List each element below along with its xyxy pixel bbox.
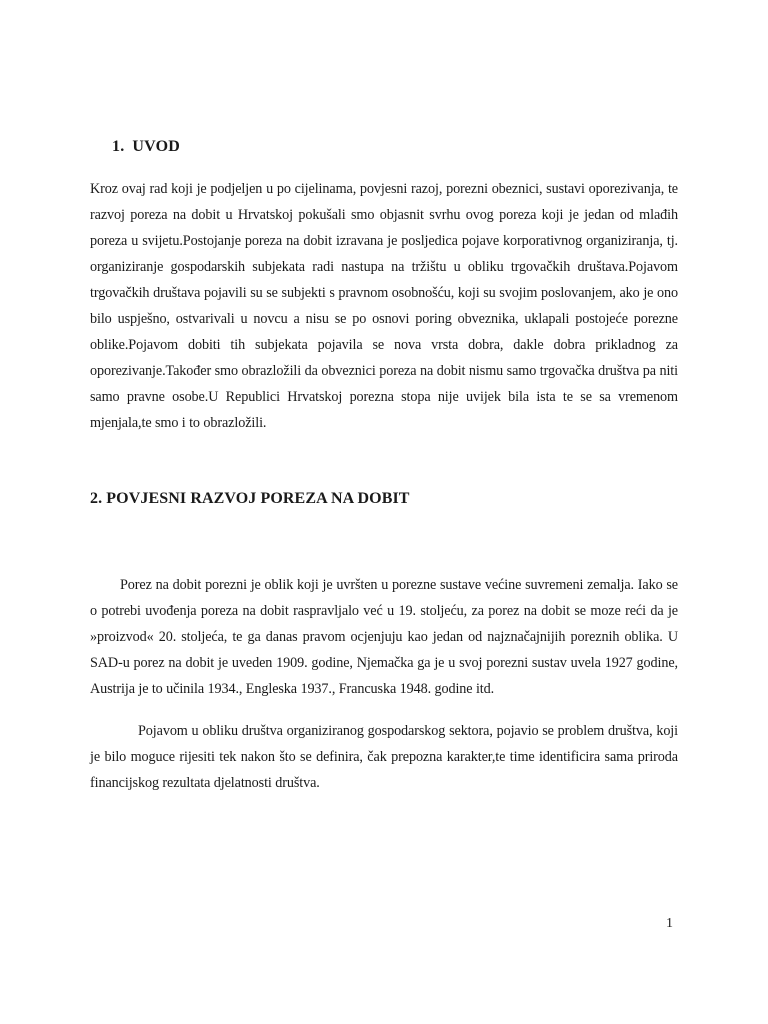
section-number: 1. — [112, 138, 125, 155]
section-title: UVOD — [132, 138, 180, 155]
page-number: 1 — [666, 916, 673, 931]
section-heading-povjesni-razvoj: 2. POVJESNI RAZVOJ POREZA NA DOBIT — [90, 490, 410, 507]
intro-paragraph: Kroz ovaj rad koji je podjeljen u po cijelinama, povjesni razoj, porezni obeznici, sustavi oporezivanja, te razvoj poreza na dobit u Hrvatskoj pokušali smo objasnit svrhu ovog poreza koji je jedan od mlađih poreza u svijetu.Postojanje poreza na dobit izravana je posljedica pojave korporativnog organiziranja, tj. organiziranje gospodarskih subjekata radi nastupa na tržištu u obliku trgovačkih društava.Pojavom trgovačkih društava pojavili su se subjekti s pravnom osobnošću, koji su svojim poslovanjem, ako je ono bilo uspješno, ostvarivali u novcu a nisu se po osnovi poring obveznika, uklapali postojeće porezne oblike.Pojavom dobiti tih subjekata pojavila se nova vrsta dobra, dakle dobra prikladnog za oporezivanje.Također smo obrazložili da obveznici poreza na dobit nismu samo trgovačka društva pa niti samo pravne osobe.U Republici Hrvatskoj porezna stopa nije uvijek bila ista te se sa vremenom mjenjala,te smo i to obrazložili. — [90, 181, 678, 431]
history-paragraph-1: Porez na dobit porezni je oblik koji je uvršten u porezne sustave većine suvremeni zemalja. Iako se o potrebi uvođenja poreza na dobit raspravljalo već u 19. stoljeću, za porez na dobit se moze reći da je »proizvod« 20. stoljeća, te ga danas pravom ocjenjuju kao jedan od najznačajnijih poreznih oblika. U SAD-u porez na dobit je uveden 1909. godine, Njemačka ga je u svoj porezni sustav uvela 1927 godine, Austrija je to učinila 1934., Engleska 1937., Francuska 1948. godine itd. — [90, 577, 678, 697]
section-heading-uvod — [90, 138, 678, 156]
history-paragraph-2: Pojavom u obliku društva organiziranog gospodarskog sektora, pojavio se problem društva, koji je bilo moguce rijesiti tek nakon što se definira, čak prepozna karakter,te time identificira sama priroda financijskog rezultata djelatnosti društva. — [90, 723, 678, 791]
page-content — [90, 138, 678, 796]
